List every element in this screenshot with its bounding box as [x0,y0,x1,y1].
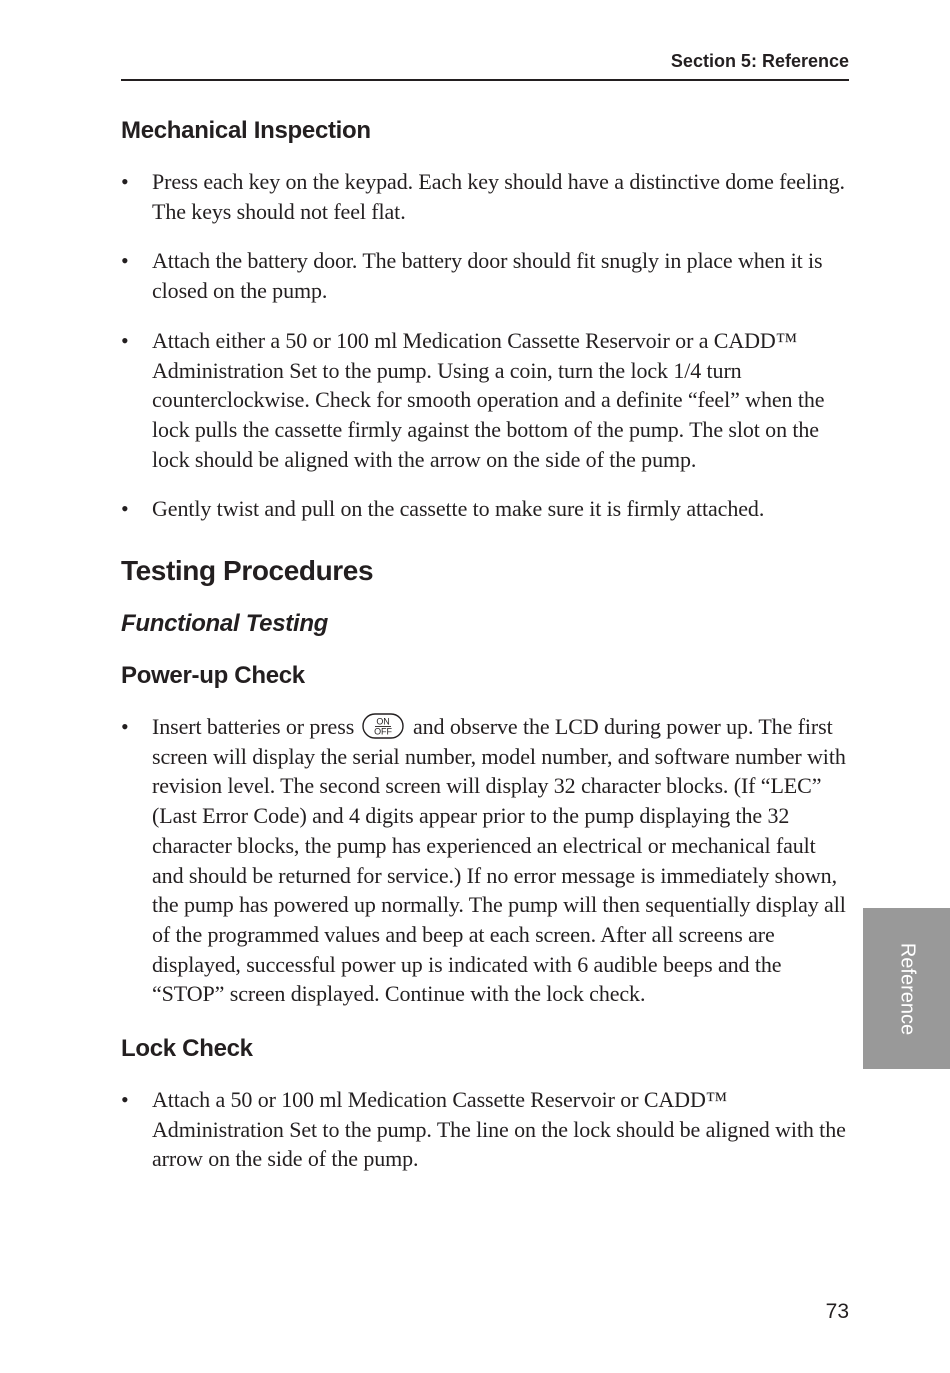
section-title-mechanical-inspection: Mechanical Inspection [121,117,371,144]
on-off-key-label-on: ON [375,716,390,727]
lock-check-list [121,1085,849,1174]
list-item [121,246,849,305]
bullet-glyph: • [121,496,129,522]
power-up-check-list [121,712,849,1009]
list-item-text: Attach the battery door. The battery door should fit snugly in place when it is closed on the pump. [152,248,823,304]
list-item [121,1085,849,1174]
subsection-title-functional-testing: Functional Testing [121,610,329,638]
bullet-glyph: • [121,1087,129,1113]
page-content [121,112,849,1174]
header-rule [121,79,849,81]
list-item-text-before-key: Insert batteries or press [152,714,355,740]
subsection-title-lock-check: Lock Check [121,1035,253,1063]
list-item-text: Press each key on the keypad. Each key should have a distinctive dome feeling. The keys should not feel flat. [152,169,845,224]
side-tab-label: Reference [896,942,918,1035]
side-tab-reference [863,908,950,1069]
list-item [121,326,849,475]
list-item-text-after-key: and observe the LCD during power up. The first screen will display the serial number, model number, and software number with revision level. The second screen will display 32 character blocks. (If “LEC” (Last Error Code) and 4 digits appear prior to the pump displaying the 32 character blocks, the pump has experienced an electrical or mechanical fault and should be returned for service.) If no error message is immediately shown, the pump has powered up normally. The pump will then sequentially display all of the programmed values and beep at each screen. After all screens are displayed, successful power up is indicated with 6 audible beeps and the “STOP” screen displayed. Continue with the lock check. [152,714,846,1007]
mechanical-inspection-list [121,167,849,524]
list-item [121,167,849,226]
subsection-title-power-up-check: Power-up Check [121,662,305,690]
page-number: 73 [825,1300,849,1323]
list-item-text: Gently twist and pull on the cassette to make sure it is firmly attached. [152,496,765,522]
list-item-text: Attach a 50 or 100 ml Medication Cassette Reservoir or CADD™ Administration Set to the pump. The line on the lock should be aligned with the arrow on the side of the pump. [152,1087,846,1172]
bullet-glyph: • [121,248,129,274]
bullet-glyph: • [121,169,129,194]
bullet-glyph: • [121,327,129,353]
on-off-key-icon [362,713,404,739]
list-item-text: Attach either a 50 or 100 ml Medication Cassette Reservoir or a CADD™ Administration Set to the pump. Using a coin, turn the lock 1/4 turn counterclockwise. Check for smooth operation and a definite “feel” when the lock pulls the cassette firmly against the bottom of the pump. The slot on the lock should be aligned with the arrow on the side of the pump. [152,327,825,472]
running-header: Section 5: Reference [670,51,849,71]
list-item [121,494,849,524]
list-item [121,712,849,1009]
section-title-testing-procedures: Testing Procedures [121,555,374,587]
on-off-key-label-off: OFF [373,726,392,737]
bullet-glyph: • [121,714,129,740]
